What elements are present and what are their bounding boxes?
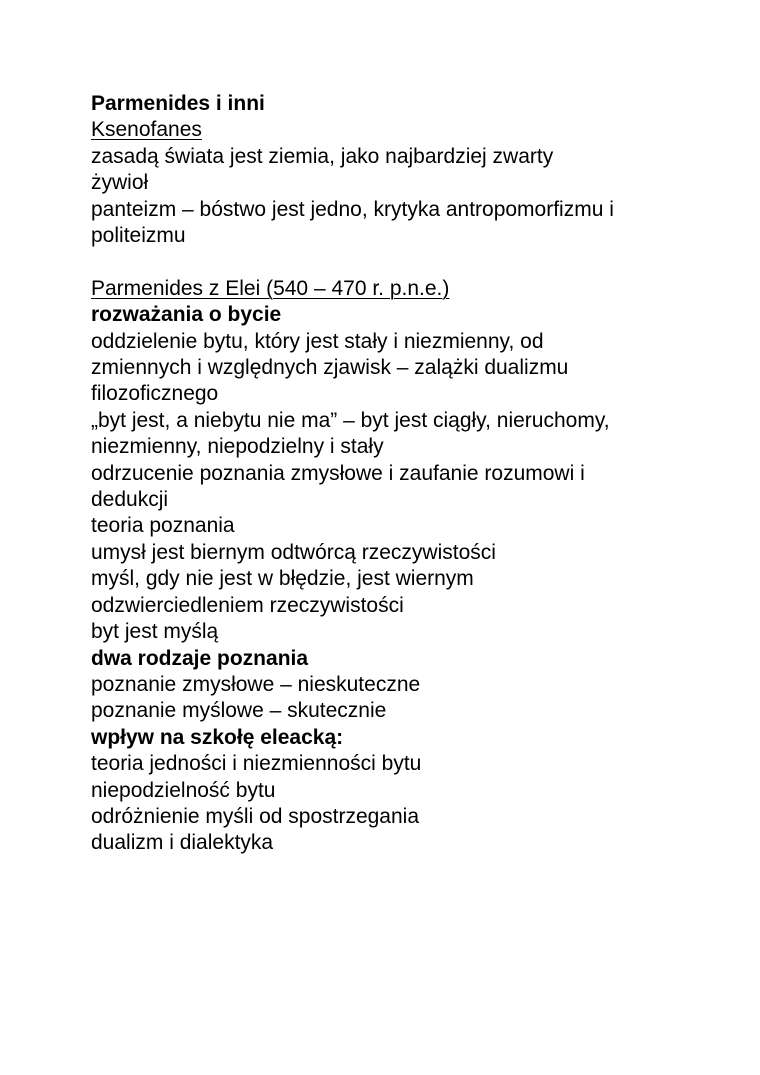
- subheading-rozwazania: rozważania o bycie: [91, 303, 282, 327]
- text-line: odróżnienie myśli od spostrzegania: [91, 804, 420, 828]
- blank-line: [91, 249, 681, 275]
- text-line: byt jest myślą: [91, 620, 219, 644]
- text-line: żywioł: [91, 171, 149, 195]
- document-body: [91, 91, 681, 857]
- text-line: panteizm – bóstwo jest jedno, krytyka antropomorfizmu i: [91, 197, 614, 221]
- text-line: odrzucenie poznania zmysłowe i zaufanie rozumowi i: [91, 461, 585, 485]
- section-heading-parmenides: Parmenides z Elei (540 – 470 r. p.n.e.): [91, 276, 450, 300]
- text-line: teoria jedności i niezmienności bytu: [91, 752, 422, 776]
- text-line: umysł jest biernym odtwórcą rzeczywistości: [91, 540, 496, 564]
- text-line: odzwierciedleniem rzeczywistości: [91, 593, 404, 617]
- subheading-dwa-rodzaje: dwa rodzaje poznania: [91, 646, 309, 670]
- text-line: myśl, gdy nie jest w błędzie, jest wiernym: [91, 567, 474, 591]
- section-heading-ksenofanes: Ksenofanes: [91, 118, 202, 142]
- text-line: niezmienny, niepodzielny i stały: [91, 435, 384, 459]
- text-line: filozoficznego: [91, 382, 219, 406]
- text-line: oddzielenie bytu, który jest stały i niezmienny, od: [91, 329, 544, 353]
- subheading-wplyw: wpływ na szkołę eleacką:: [91, 725, 344, 749]
- text-line: politeizmu: [91, 224, 186, 248]
- text-line: dualizm i dialektyka: [91, 831, 274, 855]
- document-title: Parmenides i inni: [91, 92, 265, 115]
- text-line: poznanie myślowe – skutecznie: [91, 699, 387, 723]
- text-line: teoria poznania: [91, 514, 235, 538]
- text-line: zasadą świata jest ziemia, jako najbardziej zwarty: [91, 144, 554, 168]
- text-line: poznanie zmysłowe – nieskuteczne: [91, 672, 421, 696]
- text-line: zmiennych i względnych zjawisk – zalążki dualizmu: [91, 356, 569, 380]
- text-line: „byt jest, a niebytu nie ma” – byt jest ciągły, nieruchomy,: [91, 408, 610, 432]
- text-line: dedukcji: [91, 488, 169, 512]
- text-line: niepodzielność bytu: [91, 778, 276, 802]
